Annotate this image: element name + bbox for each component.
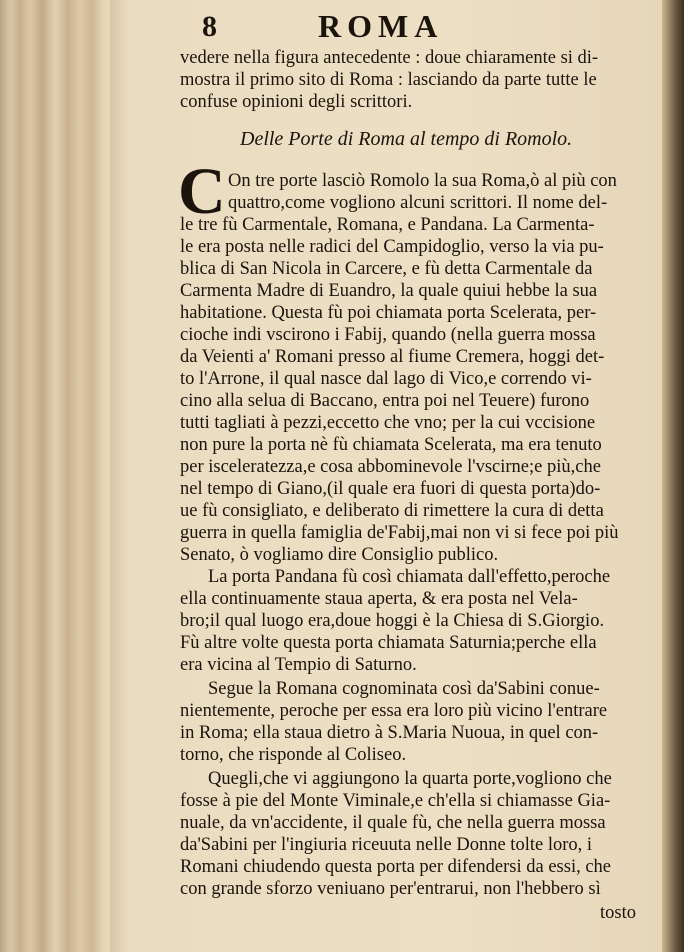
book-spine xyxy=(662,0,684,952)
body-line: quattro,come vogliono alcuni scrittori. Il nome del- xyxy=(228,193,608,213)
body-line: torno, che risponde al Coliseo. xyxy=(180,745,407,765)
body-line: per isceleratezza,e cosa abbominevole l'vscirne;e più,che xyxy=(180,457,601,477)
body-line: blica di San Nicola in Carcere, e fù detta Carmentale da xyxy=(180,259,593,279)
body-line: Fù altre volte questa porta chiamata Saturnia;perche ella xyxy=(180,633,597,653)
body-line: Romani chiudendo questa porta per difendersi da essi, che xyxy=(180,857,612,877)
body-line: Quegli,che vi aggiungono la quarta porte,vogliono che xyxy=(208,769,612,789)
body-line: guerra in quella famiglia de'Fabij,mai non vi si fece poi più xyxy=(180,523,619,543)
body-line: bro;il qual luogo era,doue hoggi è la Chiesa di S.Giorgio. xyxy=(180,611,605,631)
body-line: le tre fù Carmentale, Romana, e Pandana. La Carmenta- xyxy=(180,215,595,235)
body-line: habitatione. Questa fù poi chiamata porta Scelerata, per- xyxy=(180,303,597,323)
body-line: cioche indi vscirono i Fabij, quando (nella guerra mossa xyxy=(180,325,596,345)
body-line: On tre porte lasciò Romolo la sua Roma,ò al più con xyxy=(228,171,617,191)
page-number: 8 xyxy=(202,10,217,43)
body-line: da Veienti a' Romani presso al fiume Cremera, hoggi det- xyxy=(180,347,605,367)
body-line: cino alla selua di Baccano, entra poi nel Teuere) furono xyxy=(180,391,590,411)
intro-line: vedere nella figura antecedente : doue chiaramente si di- xyxy=(180,48,599,68)
body-line: con grande sforzo veniuano per'entrarui, non l'hebbero sì xyxy=(180,879,601,899)
catchword: tosto xyxy=(600,903,636,923)
body-line: ue fù consigliato, e deliberato di rimettere la cura di detta xyxy=(180,501,604,521)
body-line: non pure la porta nè fù chiamata Scelerata, ma era tenuto xyxy=(180,435,602,455)
body-line: da'Sabini per l'ingiuria riceuuta nelle Donne tolte loro, i xyxy=(180,835,593,855)
body-line: fosse à pie del Monte Viminale,e ch'ella si chiamasse Gia- xyxy=(180,791,611,811)
drop-cap: C xyxy=(178,155,226,228)
body-line: La porta Pandana fù così chiamata dall'effetto,peroche xyxy=(208,567,611,587)
body-line: tutti tagliati à pezzi,eccetto che vno; per la cui vccisione xyxy=(180,413,596,433)
body-line: Segue la Romana cognominata così da'Sabini conue- xyxy=(208,679,600,699)
running-title: ROMA xyxy=(318,8,444,44)
body-line: le era posta nelle radici del Campidoglio, verso la via pu- xyxy=(180,237,604,257)
intro-line: confuse opinioni degli scrittori. xyxy=(180,92,413,112)
body-line: nientemente, peroche per essa era loro più vicino l'entrare xyxy=(180,701,608,721)
body-line: ella continuamente staua aperta, & era posta nel Vela- xyxy=(180,589,578,609)
body-line: to l'Arrone, il qual nasce dal lago di Vico,e correndo vi- xyxy=(180,369,592,389)
intro-line: mostra il primo sito di Roma : lasciando da parte tutte le xyxy=(180,70,597,90)
body-line: era vicina al Tempio di Saturno. xyxy=(180,655,417,675)
body-line: nel tempo di Giano,(il quale era fuori di questa porta)do- xyxy=(180,479,601,499)
body-line: Senato, ò vogliamo dire Consiglio publico. xyxy=(180,545,499,565)
body-line: nuale, da vn'accidente, il quale fù, che nella guerra mossa xyxy=(180,813,606,833)
body-line: Carmenta Madre di Euandro, la quale quiui hebbe la sua xyxy=(180,281,598,301)
body-line: in Roma; ella staua dietro à S.Maria Nuoua, in quel con- xyxy=(180,723,599,743)
section-heading: Delle Porte di Roma al tempo di Romolo. xyxy=(240,128,573,150)
